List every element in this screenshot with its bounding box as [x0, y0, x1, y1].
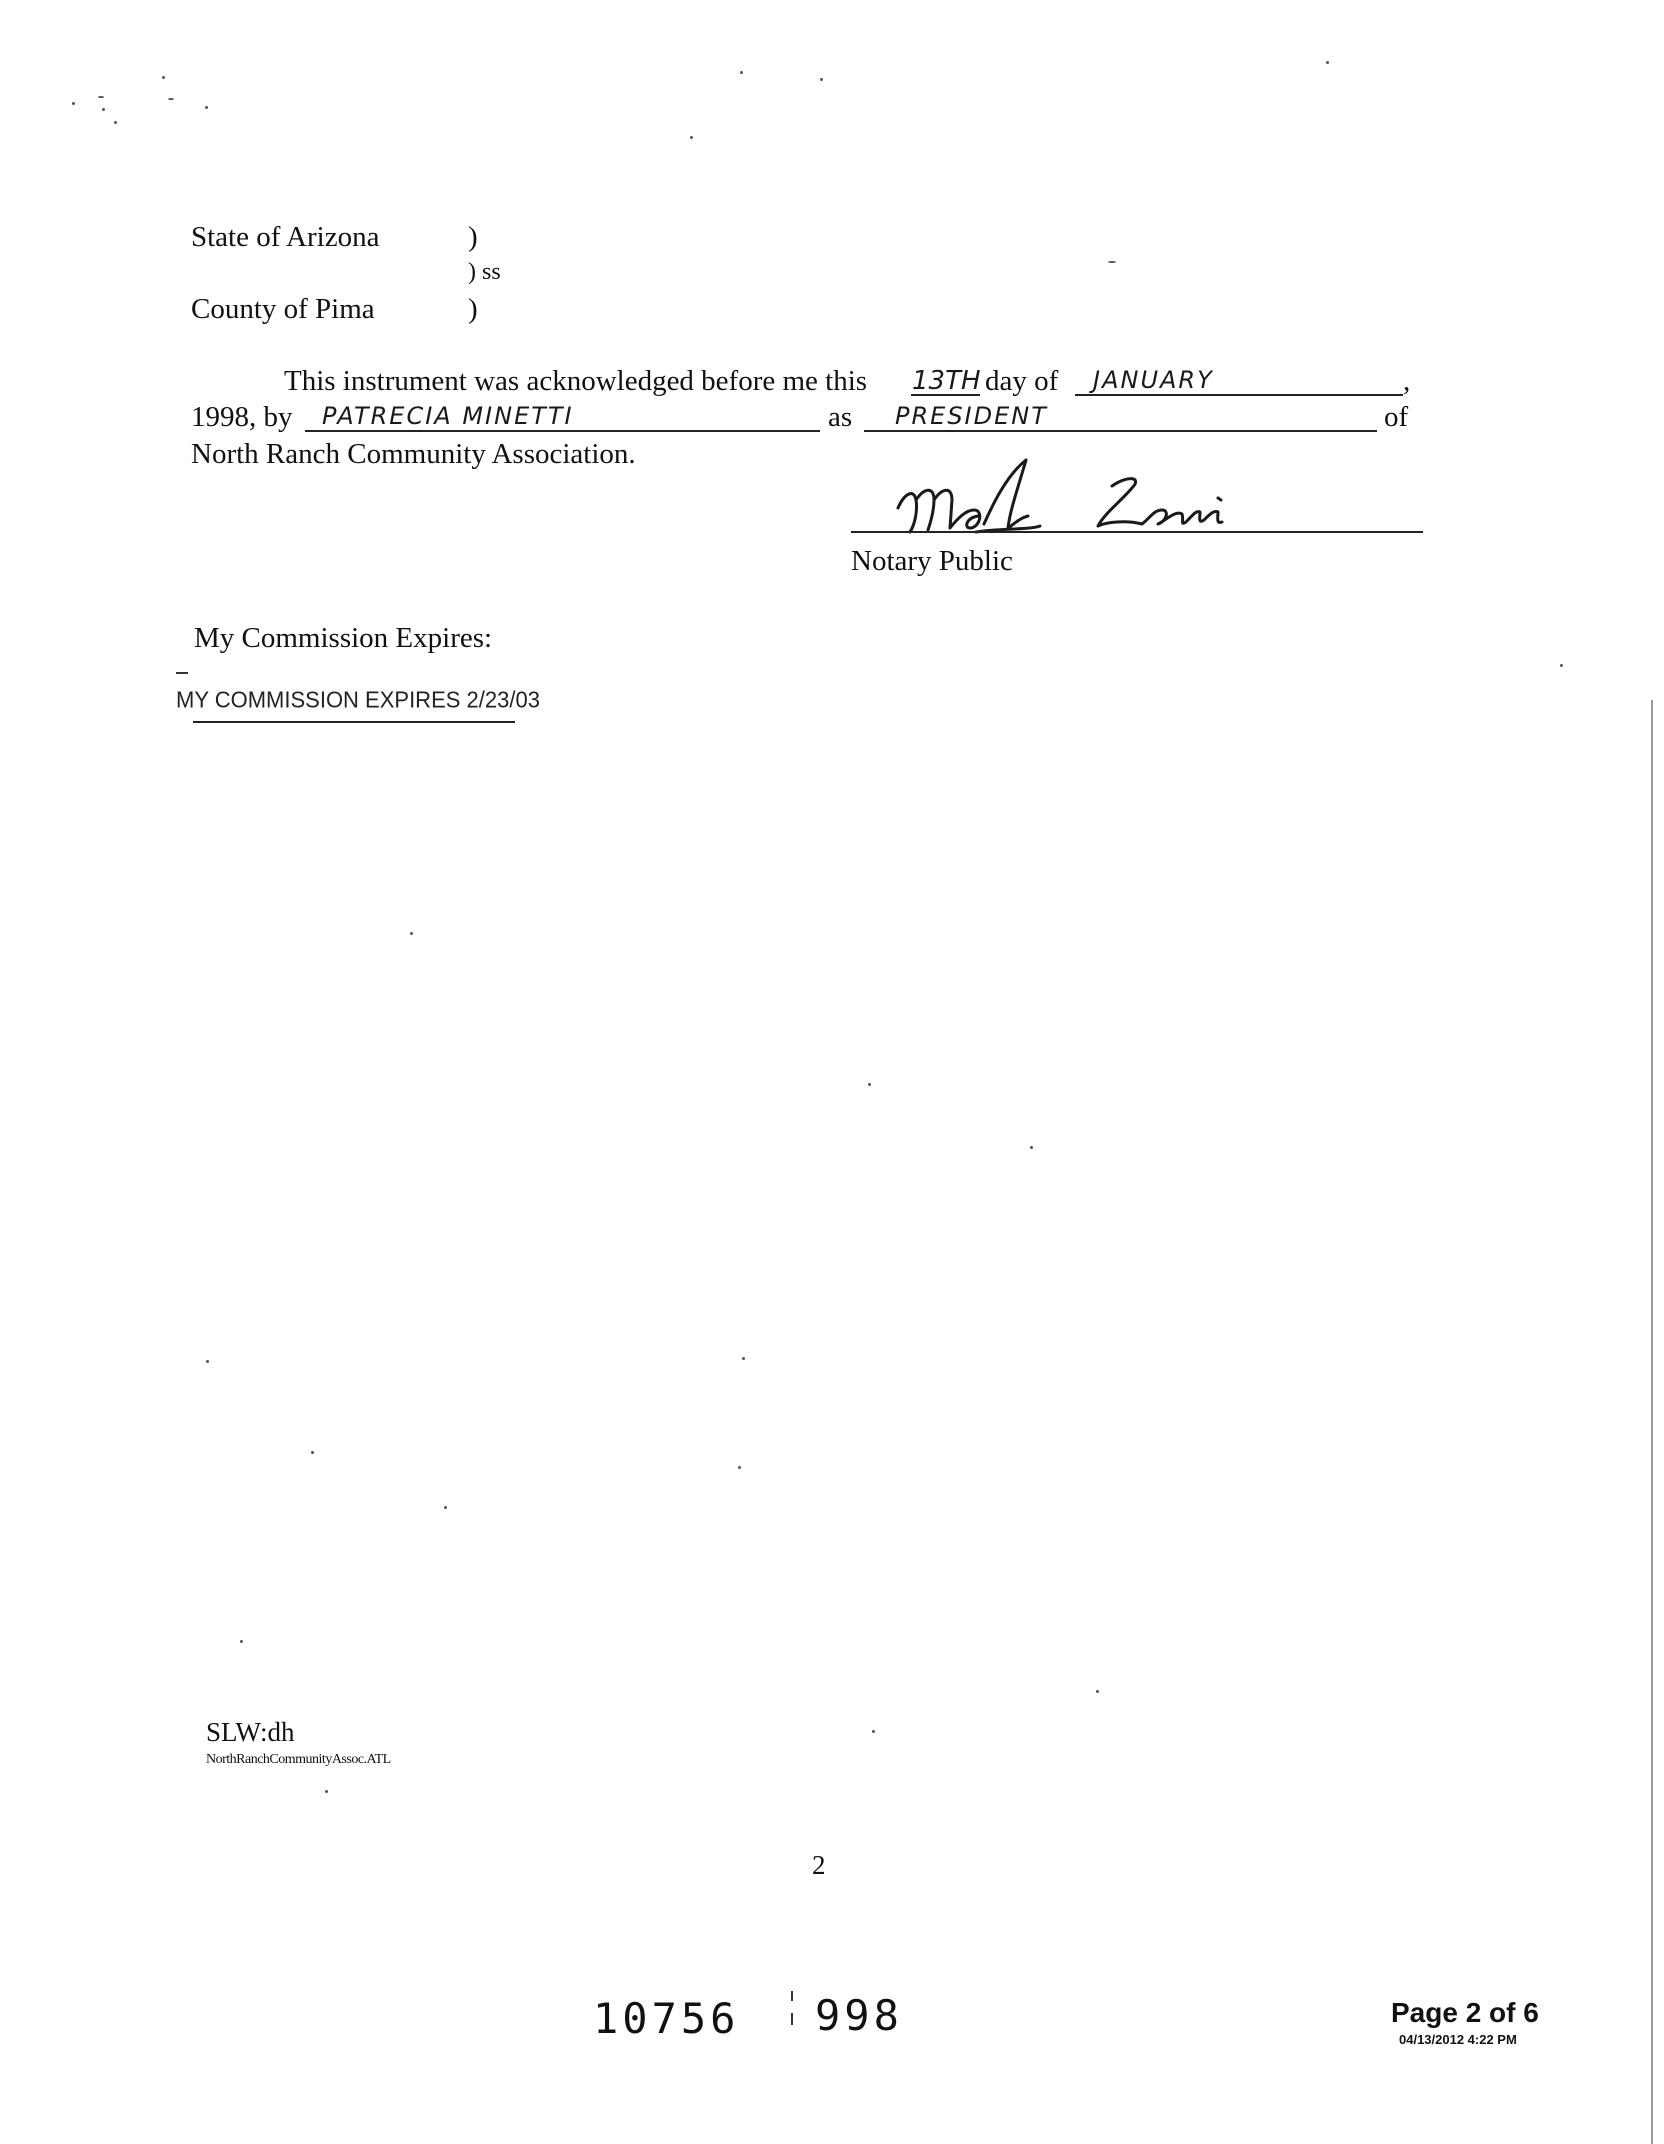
page-number: 2: [812, 1850, 826, 1880]
scan-speck: [868, 1083, 871, 1086]
notary-signature: [880, 448, 1240, 548]
scan-speck: [206, 1360, 209, 1363]
commission-stamp: MY COMMISSION EXPIRES 2/23/03: [176, 686, 540, 713]
stamp-tick: [176, 672, 188, 674]
footer-initials: SLW:dh: [206, 1717, 295, 1747]
scan-speck: [820, 78, 823, 81]
ack-day-handwritten: 13TH: [912, 366, 981, 396]
commission-label: My Commission Expires:: [194, 622, 493, 654]
footer-filename: NorthRanchCommunityAssoc.ATL: [206, 1752, 391, 1767]
scan-speck: [1326, 61, 1329, 64]
scan-speck: [740, 71, 743, 74]
print-timestamp: 04/13/2012 4:22 PM: [1399, 2032, 1517, 2047]
ack-year-by: 1998, by: [191, 401, 293, 433]
page-of-label: Page 2 of 6: [1391, 1997, 1539, 2028]
recording-page: 998: [815, 1991, 903, 2040]
scan-edge-line: [1651, 700, 1653, 2144]
ack-name-handwritten: PATRECIA MINETTI: [322, 402, 574, 430]
scan-speck: [168, 98, 174, 100]
ack-of: of: [1384, 401, 1409, 433]
ack-comma: ,: [1403, 365, 1411, 397]
venue-ss: ) ss: [468, 259, 501, 285]
recording-separator-bottom: [791, 2013, 793, 2025]
scan-speck: [1096, 1690, 1099, 1693]
ack-organization: North Ranch Community Association.: [191, 438, 636, 470]
ack-month-line: [1075, 394, 1403, 396]
venue-paren-3: ): [468, 293, 478, 325]
recording-separator-top: [791, 1991, 793, 2001]
scan-speck: [444, 1506, 447, 1509]
scan-speck: [102, 108, 105, 111]
ack-day-of: day of: [985, 365, 1059, 397]
scan-speck: [325, 1790, 328, 1793]
recording-book: 10756: [593, 1994, 740, 2043]
scan-speck: [240, 1640, 243, 1643]
scan-speck: [1108, 261, 1116, 263]
scan-speck: [410, 932, 413, 935]
scan-speck: [98, 96, 104, 98]
venue-state: State of Arizona: [191, 221, 380, 253]
ack-as: as: [828, 401, 853, 433]
scan-speck: [690, 136, 693, 139]
scan-speck: [872, 1730, 875, 1733]
commission-stamp-line: [193, 721, 515, 723]
ack-title-handwritten: PRESIDENT: [895, 402, 1048, 430]
venue-county: County of Pima: [191, 293, 375, 325]
ack-day-line: [911, 394, 980, 396]
ack-name-line: [305, 430, 820, 432]
scan-speck: [742, 1357, 745, 1360]
ack-month-handwritten: JANUARY: [1093, 366, 1214, 394]
scan-speck: [205, 106, 208, 109]
ack-title-line: [864, 430, 1377, 432]
ack-line1-prefix: This instrument was acknowledged before me this: [284, 365, 868, 397]
scan-speck: [311, 1451, 314, 1454]
notary-signature-line: [851, 531, 1423, 533]
scan-speck: [162, 76, 165, 79]
scan-speck: [72, 102, 75, 105]
scan-speck: [114, 121, 117, 124]
scan-speck: [738, 1466, 741, 1469]
scan-speck: [1030, 1146, 1033, 1149]
venue-paren-1: ): [468, 221, 478, 253]
notary-label: Notary Public: [851, 545, 1013, 577]
scan-speck: [1560, 664, 1563, 667]
